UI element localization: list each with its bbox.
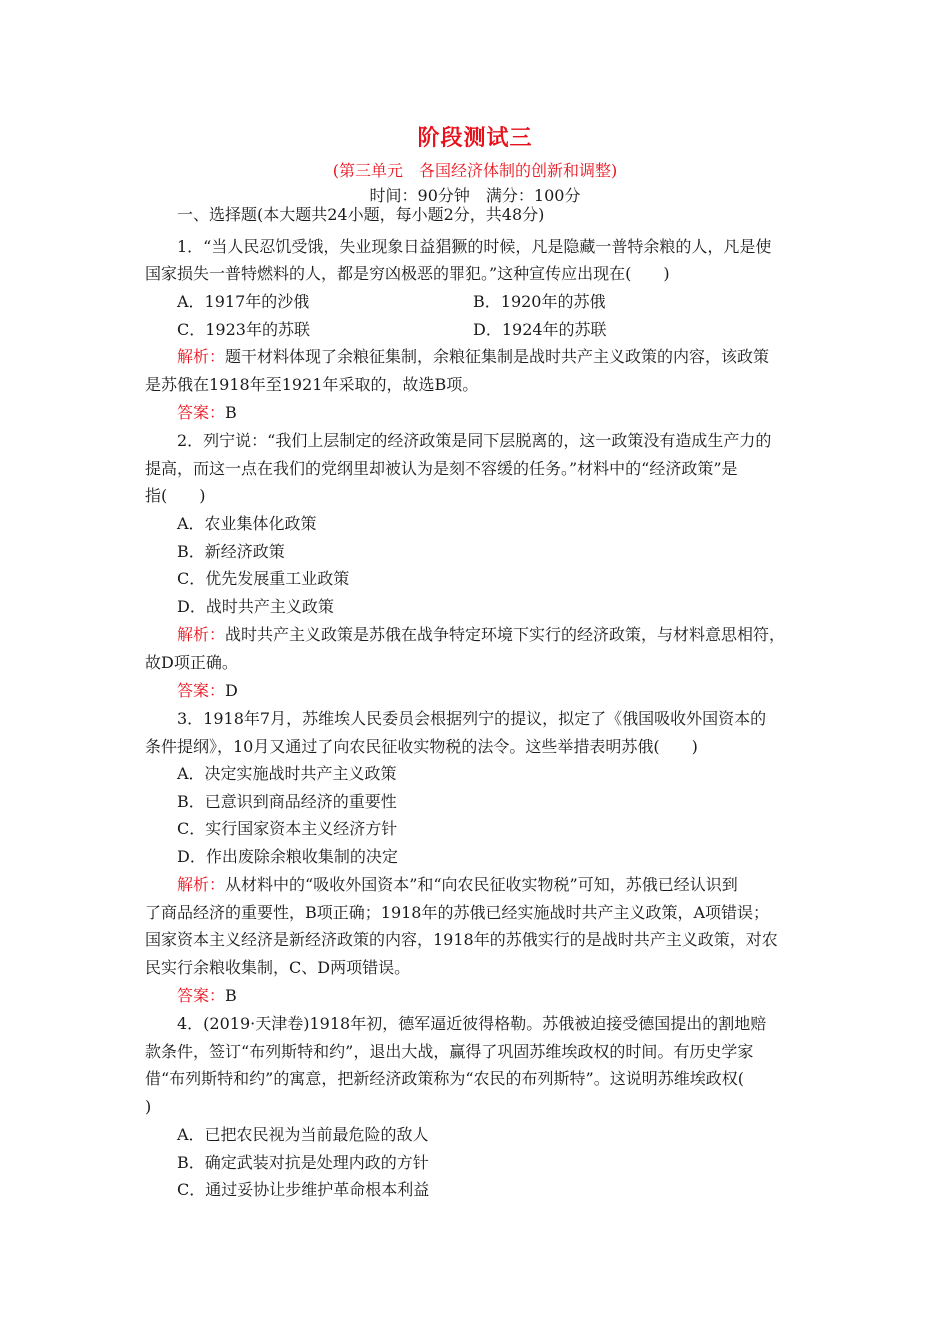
answer-label: 答案： [177,986,226,1005]
q2-explanation-line: 故D项正确。 [145,653,238,672]
q4-stem-line: ) [145,1097,152,1116]
q4-option-b: B．确定武装对抗是处理内政的方针 [177,1153,429,1172]
exam-meta: 时间：90分钟 满分：100分 [369,186,581,205]
q3-explanation-line: 民实行余粮收集制，C、D两项错误。 [145,958,411,977]
q1-option-d: D．1924年的苏联 [473,320,607,339]
q4-stem-line: 借“布列斯特和约”的寓意，把新经济政策称为“农民的布列斯特”。这说明苏维埃政权( [145,1069,744,1088]
q4-stem-line: 4．(2019·天津卷)1918年初，德军逼近彼得格勒。苏俄被迫接受德国提出的割地赔 [177,1014,767,1033]
explanation-text: 题干材料体现了余粮征集制，余粮征集制是战时共产主义政策的内容，该政策 [225,347,770,366]
q1-answer [177,401,810,425]
q2-option-b: B．新经济政策 [177,542,285,561]
q3-explanation-line: 国家资本主义经济是新经济政策的内容，1918年的苏俄实行的是战时共产主义政策，对农 [145,930,778,949]
q2-answer [177,679,810,703]
q2-stem-line: 2．列宁说：“我们上层制定的经济政策是同下层脱离的，这一政策没有造成生产力的 [177,431,772,450]
section-heading: 一、选择题(本大题共24小题，每小题2分，共48分) [177,205,545,224]
q2-stem-line: 提高，而这一点在我们的党纲里却被认为是刻不容缓的任务。”材料中的“经济政策”是 [145,459,738,478]
q3-explanation [177,873,810,897]
q4-option-a: A．已把农民视为当前最危险的敌人 [177,1125,429,1144]
q1-stem-line: 1．“当人民忍饥受饿，失业现象日益猖獗的时候，凡是隐藏一普特余粮的人，凡是使 [177,237,772,256]
page-subtitle: (第三单元 各国经济体制的创新和调整) [332,161,618,180]
explanation-text: 战时共产主义政策是苏俄在战争特定环境下实行的经济政策，与材料意思相符， [225,625,786,644]
q3-option-a: A．决定实施战时共产主义政策 [177,764,397,783]
explanation-text: 从材料中的“吸收外国资本”和“向农民征收实物税”可知，苏俄已经认识到 [225,875,738,894]
q3-option-d: D．作出废除余粮收集制的决定 [177,847,398,866]
q1-explanation-line: 是苏俄在1918年至1921年采取的，故选B项。 [145,375,479,394]
answer-label: 答案： [177,403,226,422]
q2-explanation [177,623,810,647]
page-title: 阶段测试三 [417,125,533,151]
q1-option-c: C．1923年的苏联 [177,320,310,339]
answer-label: 答案： [177,681,226,700]
q1-option-a: A．1917年的沙俄 [177,292,310,311]
q2-option-c: C．优先发展重工业政策 [177,569,350,588]
q1-option-b: B．1920年的苏俄 [473,292,606,311]
q3-answer [177,984,810,1008]
q3-option-c: C．实行国家资本主义经济方针 [177,819,398,838]
answer-value: B [225,986,237,1005]
answer-value: B [225,403,237,422]
q2-option-a: A．农业集体化政策 [177,514,317,533]
q3-stem-line: 条件提纲》，10月又通过了向农民征收实物税的法令。这些举措表明苏俄( ) [145,737,698,756]
q4-stem-line: 款条件，签订“布列斯特和约”，退出大战，赢得了巩固苏维埃政权的时间。有历史学家 [145,1042,754,1061]
q1-explanation [177,345,810,369]
q3-option-b: B．已意识到商品经济的重要性 [177,792,397,811]
q4-option-c: C．通过妥协让步维护革命根本利益 [177,1180,430,1199]
q3-stem-line: 3．1918年7月，苏维埃人民委员会根据列宁的提议，拟定了《俄国吸收外国资本的 [177,709,767,728]
q3-explanation-line: 了商品经济的重要性，B项正确；1918年的苏俄已经实施战时共产主义政策，A项错误； [145,903,770,922]
explanation-label: 解析： [177,347,226,366]
explanation-label: 解析： [177,875,226,894]
q2-stem-line: 指( ) [145,486,206,505]
q1-stem-line: 国家损失一普特燃料的人，都是穷凶极恶的罪犯。”这种宣传应出现在( ) [145,264,670,283]
q2-option-d: D．战时共产主义政策 [177,597,334,616]
answer-value: D [225,681,238,700]
explanation-label: 解析： [177,625,226,644]
